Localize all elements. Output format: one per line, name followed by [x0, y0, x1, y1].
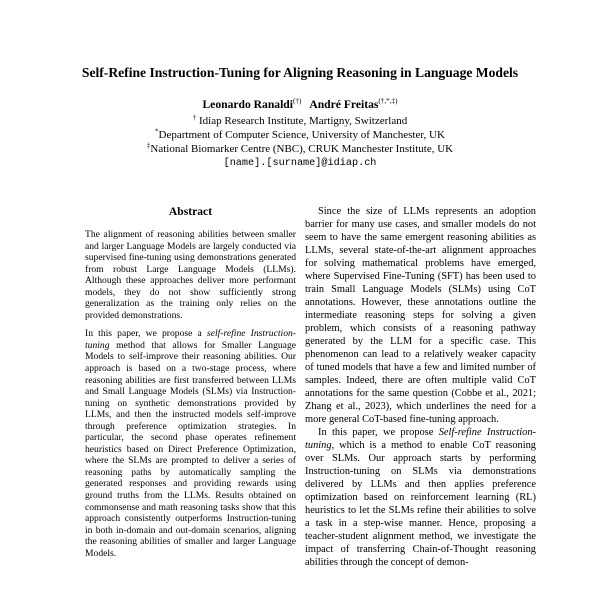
- author-name: Leonardo Ranaldi: [202, 98, 293, 111]
- affiliation-marker: ‡: [146, 140, 151, 149]
- text-run: Since the size of LLMs represents an adoption barrier for many use cases, and smaller models do not seem to have the same emergent reasoning abilities as LLMs, several state-of-the-art alignment approaches for solving mathematical problems have emerged, where Supervised Fine-Tuning (SFT) has been used to train Small Language Models (SLMs) using CoT annotations. However, these annotations outline the intermediate reasoning steps for solving a given problem, which consists of a reasoning pathway generated by the LLM for a specific case. This phenomenon can lead to a relatively weaker capacity of tuned models that have a few and limited number of samples. Indeed, there are often multiple valid CoT annotations for the same question (Cobbe et al., 2021; Zhang et al., 2023), which underlines the need for a more general CoT-based fine-tuning approach.: [305, 206, 536, 425]
- paragraph: [85, 229, 296, 321]
- paper-header: [0, 0, 600, 170]
- introduction-column: [305, 205, 536, 569]
- author-affiliation-marks: (†,*,‡): [378, 97, 398, 106]
- text-run: The alignment of reasoning abilities between smaller and larger Language Models are largely conducted via supervised fine-tuning using demonstrations generated from robust Large Language Models (LLMs). Although these approaches deliver more performant models, they do not show sufficiently strong generalization as the training only relies on the provided demonstrations.: [85, 229, 296, 321]
- affiliation-marker: *: [155, 127, 159, 136]
- affiliation-list: [0, 115, 600, 156]
- paragraph: [305, 205, 536, 426]
- text-run: In this paper, we propose: [318, 427, 439, 438]
- paper-title: Self-Refine Instruction-Tuning for Aligning Reasoning in Language Models: [81, 65, 519, 80]
- affiliation-marker: †: [192, 113, 197, 122]
- author-line: [0, 98, 600, 112]
- author-affiliation-marks: (†): [292, 97, 302, 106]
- affiliation-text: Idiap Research Institute, Martigny, Switzerland: [196, 115, 408, 127]
- emphasized-text: self-refine Instruction-tuning: [85, 328, 296, 351]
- abstract-text: [85, 229, 296, 559]
- author-name: André Freitas: [309, 98, 379, 111]
- emphasized-text: Self-refine Instruction-tuning: [305, 427, 536, 451]
- text-run: In this paper, we propose a: [85, 328, 207, 340]
- paragraph: [305, 426, 536, 569]
- affiliation-line: [0, 129, 600, 143]
- affiliation-line: [0, 115, 600, 129]
- abstract-heading: Abstract: [168, 205, 213, 218]
- text-run: , which is a method to enable CoT reasoning over SLMs. Our approach starts by performing Instruction-tuning on SLMs via demonstrations delivered by LLMs and then applies preference optimization based on reinforcement learning (RL) heuristics to let the SLMs refine their abilities to solve a task in a step-wise manner. Hence, proposing a teacher-student alignment method, we investigate the impact of transferring Chain-of-Thought reasoning abilities through the concept of demon-: [305, 440, 536, 568]
- text-run: method that allows for Smaller Language Models to self-improve their reasoning abilities. Our approach is based on a two-stage process, where reasoning abilities are first transferred between LLMs and Small Language Models (SLMs) via Instruction-tuning on synthetic demonstrations provided by LLMs, and then the instructed models self-improve through preference optimization strategies. In particular, the second phase operates refinement heuristics based on Direct Preference Optimization, where the SLMs are prompted to deliver a series of reasoning paths by automatically sampling the generated responses and providing rewards using ground truths from the LLMs. Results obtained on commonsense and math reasoning tasks show that this approach consistently outperforms Instruction-tuning in both in-domain and out-domain scenarios, aligning the reasoning abilities of smaller and larger Language Models.: [85, 339, 296, 559]
- affiliation-line: [0, 140, 600, 157]
- abstract-column: [85, 205, 296, 566]
- contact-email: [name].[surname]@idiap.ch: [223, 158, 377, 170]
- affiliation-text: Department of Computer Science, University of Manchester, UK: [158, 128, 445, 141]
- paragraph: [85, 328, 296, 559]
- affiliation-text: National Biomarker Centre (NBC), CRUK Manchester Institute, UK: [150, 142, 454, 155]
